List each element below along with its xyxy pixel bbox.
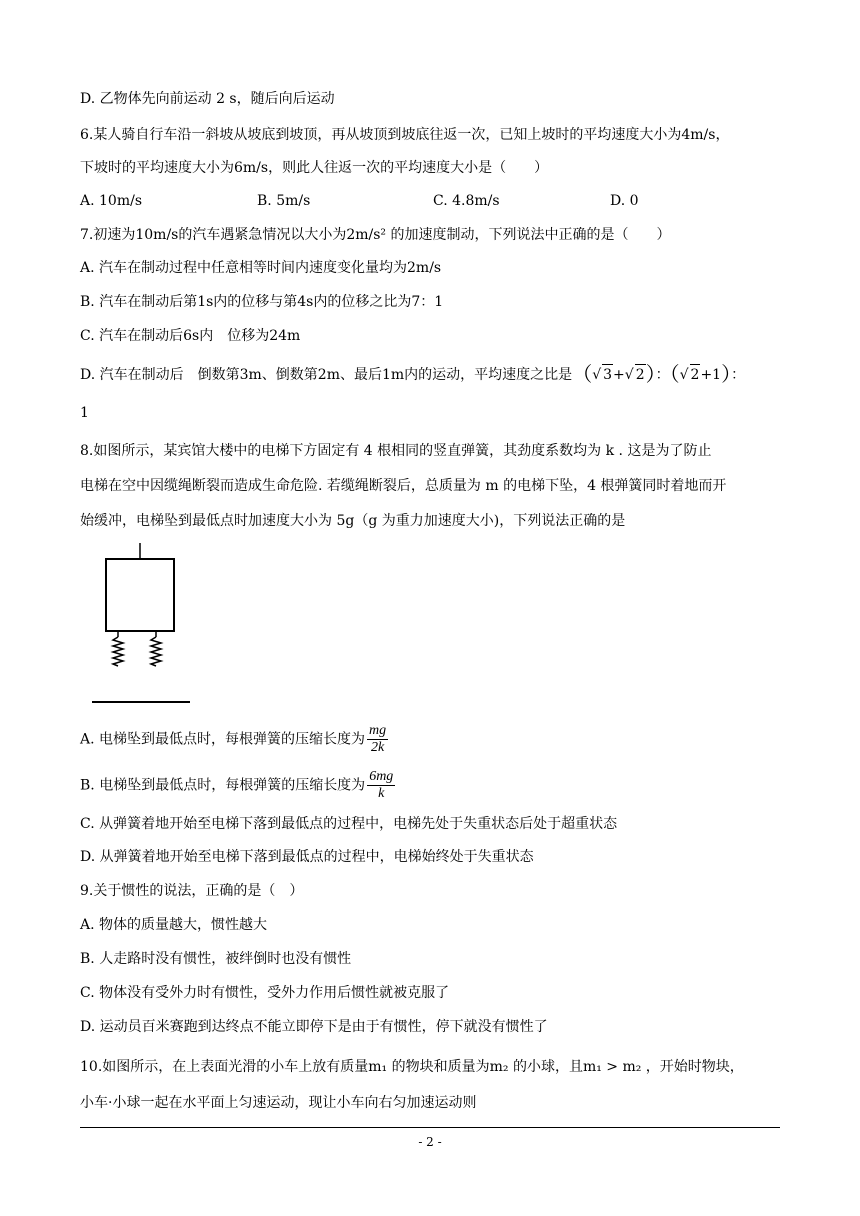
sqrt-sign: √ <box>679 367 689 383</box>
sqrt-2b: 2 <box>690 364 701 385</box>
elevator-spring-figure <box>80 537 220 707</box>
elevator-box <box>106 559 174 631</box>
numerator: mg <box>369 723 387 738</box>
q8-stem-line2: 电梯在空中因缆绳断裂而造成生命危险. 若缆绳断裂后，总质量为 m 的电梯下坠，4 根弹簧同时着地而开 <box>80 478 727 494</box>
q9-option-d: D. 运动员百米赛跑到达终点不能立即停下是由于有惯性，停下就没有惯性了 <box>80 1019 548 1035</box>
q7-option-b: B. 汽车在制动后第1s内的位移与第4s内的位移之比为7：1 <box>80 294 444 310</box>
sqrt-2: 2 <box>635 364 646 385</box>
q8-option-a <box>80 723 388 756</box>
denominator: k <box>378 786 385 801</box>
denominator: 2k <box>370 740 385 755</box>
q10-stem-line1: 10.如图所示，在上表面光滑的小车上放有质量m₁ 的物块和质量为m₂ 的小球，且m₁ > m₂ ，开始时物块， <box>80 1059 744 1075</box>
fraction-6mg-over-k <box>367 769 395 802</box>
q7-option-d-text: D. 汽车在制动后 倒数第3m、倒数第2m、最后1m内的运动，平均速度之比是 <box>80 367 573 383</box>
q7-option-d <box>80 364 745 385</box>
fraction-mg-over-2k <box>367 723 388 756</box>
sqrt-3: 3 <box>602 364 613 385</box>
q8-stem-line3: 始缓冲，电梯坠到最低点时加速度大小为 5g（g 为重力加速度大小)，下列说法正确的是 <box>80 513 626 529</box>
q9-option-c: C. 物体没有受外力时有惯性，受外力作用后惯性就被克服了 <box>80 985 450 1001</box>
paren-open: （ <box>572 362 593 386</box>
ratio-colon: ： <box>731 367 746 383</box>
q6-option-d: D. 0 <box>610 193 639 209</box>
q5-option-d: D. 乙物体先向前运动 2 s，随后向后运动 <box>80 91 335 107</box>
q8-option-b-text: B. 电梯坠到最低点时，每根弹簧的压缩长度为 <box>80 777 366 794</box>
q8-option-b <box>80 769 395 802</box>
plus-sign: + <box>613 367 625 383</box>
spring-icon <box>151 631 161 666</box>
q6-option-b: B. 5m/s <box>257 193 311 209</box>
q6-option-c: C. 4.8m/s <box>433 193 500 209</box>
spring-icon <box>113 631 123 666</box>
page-number: - 2 - <box>418 1135 442 1149</box>
q8-stem-line1: 8.如图所示，某宾馆大楼中的电梯下方固定有 4 根相同的竖直弹簧，其劲度系数均为 k . 这是为了防止 <box>80 443 712 459</box>
q9-option-b: B. 人走路时没有惯性，被绊倒时也没有惯性 <box>80 951 352 967</box>
q7-stem: 7.初速为10m/s的汽车遇紧急情况以大小为2m/s² 的加速度制动，下列说法中正确的是（ ） <box>80 227 671 243</box>
footer-rule <box>80 1127 780 1128</box>
sqrt-sign: √ <box>624 367 634 383</box>
q10-stem-line2: 小车·小球一起在水平面上匀速运动，现让小车向右匀加速运动则 <box>80 1095 477 1111</box>
plus-one: +1 <box>700 367 722 383</box>
q6-stem-line1: 6.某人骑自行车沿一斜坡从坡底到坡顶，再从坡顶到坡底往返一次，已知上坡时的平均速度大小为4m/s， <box>80 127 730 143</box>
sqrt-sign: √ <box>592 367 602 383</box>
q7-option-c: C. 汽车在制动后6s内 位移为24m <box>80 328 301 344</box>
q6-stem-line2: 下坡时的平均速度大小为6m/s，则此人往返一次的平均速度大小是（ ） <box>80 160 549 176</box>
q8-option-d: D. 从弹簧着地开始至电梯下落到最低点的过程中，电梯始终处于失重状态 <box>80 849 534 865</box>
q9-stem: 9.关于惯性的说法，正确的是（ ） <box>80 883 304 899</box>
ratio-colon: ： <box>655 367 670 383</box>
q8-option-c: C. 从弹簧着地开始至电梯下落到最低点的过程中，电梯先处于失重状态后处于超重状态 <box>80 816 618 832</box>
q7-option-a: A. 汽车在制动过程中任意相等时间内速度变化量均为2m/s <box>80 260 442 276</box>
q8-option-a-text: A. 电梯坠到最低点时，每根弹簧的压缩长度为 <box>80 731 366 748</box>
q6-option-a: A. 10m/s <box>80 193 143 209</box>
paren-close: ） <box>645 362 656 386</box>
numerator: 6mg <box>369 769 394 784</box>
q9-option-a: A. 物体的质量越大，惯性越大 <box>80 917 268 933</box>
paren-open: （ <box>669 362 680 386</box>
paren-close: ） <box>721 362 732 386</box>
q7-option-d-continued: 1 <box>80 405 89 421</box>
